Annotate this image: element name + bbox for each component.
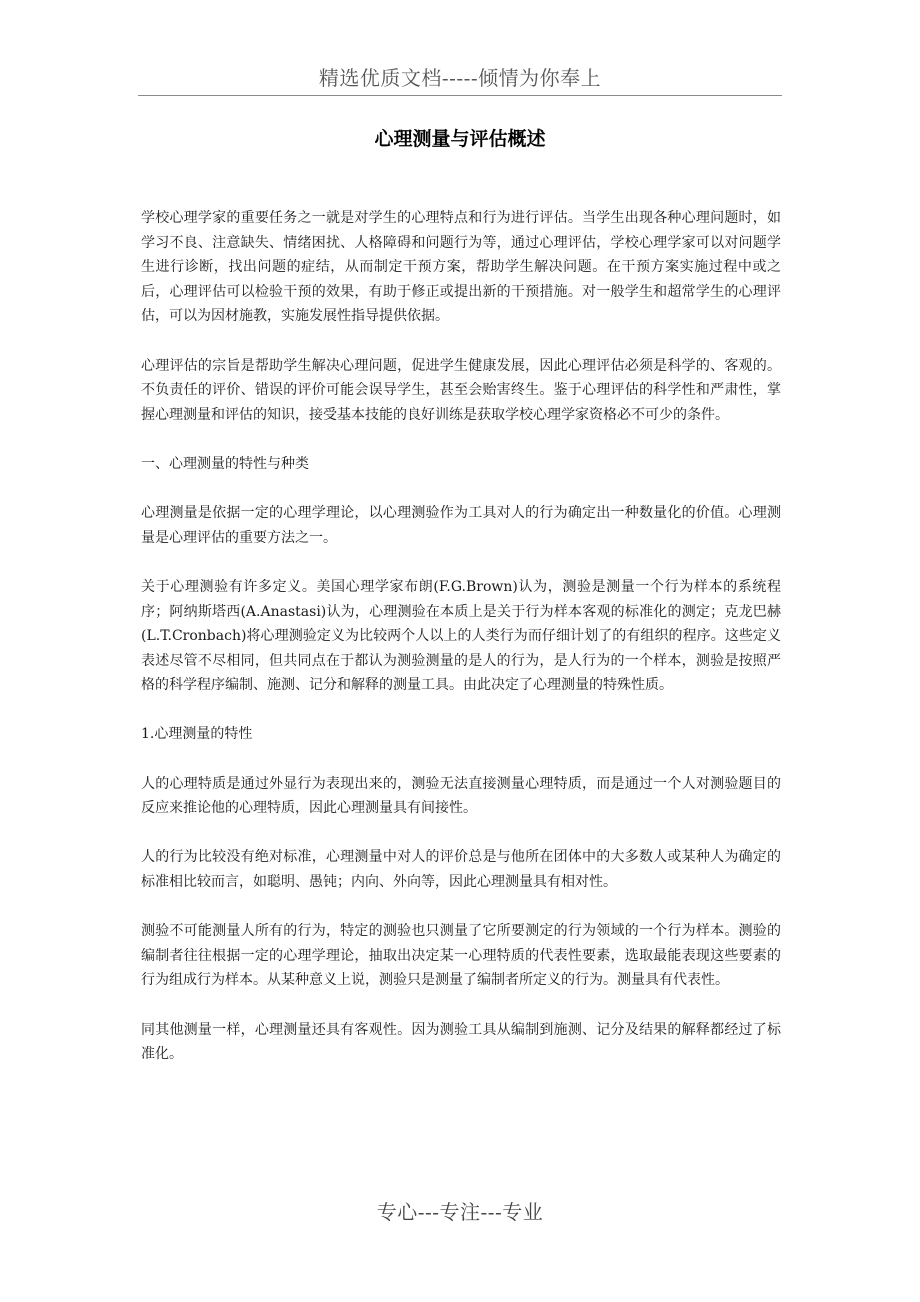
- document-title: 心理测量与评估概述: [374, 128, 546, 150]
- section-heading: 一、心理测量的特性与种类: [141, 455, 309, 472]
- page-footer: 专心---专注---专业: [376, 1200, 544, 1224]
- paragraph-definition: 心理测量是依据一定的心理学理论，以心理测验作为工具对人的行为确定出一种数量化的价值。心理测量是心理评估的重要方法之一。: [141, 505, 781, 546]
- paragraph-relativity: 人的行为比较没有绝对标准，心理测量中对人的评价总是与他所在团体中的大多数人或某种人为确定的标准相比较而言，如聪明、愚钝；内向、外向等，因此心理测量具有相对性。: [141, 849, 781, 891]
- header-divider: [138, 95, 782, 96]
- paragraph-indirectness: 人的心理特质是通过外显行为表现出来的，测验无法直接测量心理特质，而是通过一个人对测验题目的反应来推论他的心理特质，因此心理测量具有间接性。: [141, 775, 781, 817]
- paragraph-purpose: 心理评估的宗旨是帮助学生解决心理问题，促进学生健康发展，因此心理评估必须是科学的、客观的。不负责任的评价、错误的评价可能会误导学生，甚至会贻害终生。鉴于心理评估的科学性和严肃性，掌握心理测量和评估的知识，接受基本技能的良好训练是获取学校心理学家资格必不可少的条件。: [141, 357, 781, 423]
- paragraph-test-definitions: 关于心理测验有许多定义。美国心理学家布朗(F.G.Brown)认为，测验是测量一个行为样本的系统程序；阿纳斯塔西(A.Anastasi)认为，心理测验在本质上是关于行为样本客观的标准化的测定；克龙巴赫(L.T.Cronbach)将心理测验定义为比较两个人以上的人类行为而仔细计划了的有组织的程序。这些定义表述尽管不尽相同，但共同点在于都认为测验测量的是人的行为，是人行为的一个样本，测验是按照严格的科学程序编制、施测、记分和解释的测量工具。由此决定了心理测量的特殊性质。: [141, 578, 781, 694]
- paragraph-representativeness: 测验不可能测量人所有的行为，特定的测验也只测量了它所要测定的行为领域的一个行为样本。测验的编制者往往根据一定的心理学理论，抽取出决定某一心理特质的代表性要素，选取最能表现这些要素的行为组成行为样本。从某种意义上说，测验只是测量了编制者所定义的行为。测量具有代表性。: [141, 923, 781, 989]
- paragraph-objectivity: 同其他测量一样，心理测量还具有客观性。因为测验工具从编制到施测、记分及结果的解释都经过了标准化。: [141, 1021, 781, 1063]
- document-body: [141, 206, 781, 1091]
- page-header: 精选优质文档-----倾情为你奉上: [318, 66, 602, 90]
- paragraph-intro: 学校心理学家的重要任务之一就是对学生的心理特点和行为进行评估。当学生出现各种心理问题时，如学习不良、注意缺失、情绪困扰、人格障碍和问题行为等，通过心理评估，学校心理学家可以对问题学生进行诊断，找出问题的症结，从而制定干预方案，帮助学生解决问题。在干预方案实施过程中或之后，心理评估可以检验干预的效果，有助于修正或提出新的干预措施。对一般学生和超常学生的心理评估，可以为因材施教，实施发展性指导提供依据。: [141, 210, 781, 325]
- subsection-heading: 1.心理测量的特性: [141, 726, 253, 743]
